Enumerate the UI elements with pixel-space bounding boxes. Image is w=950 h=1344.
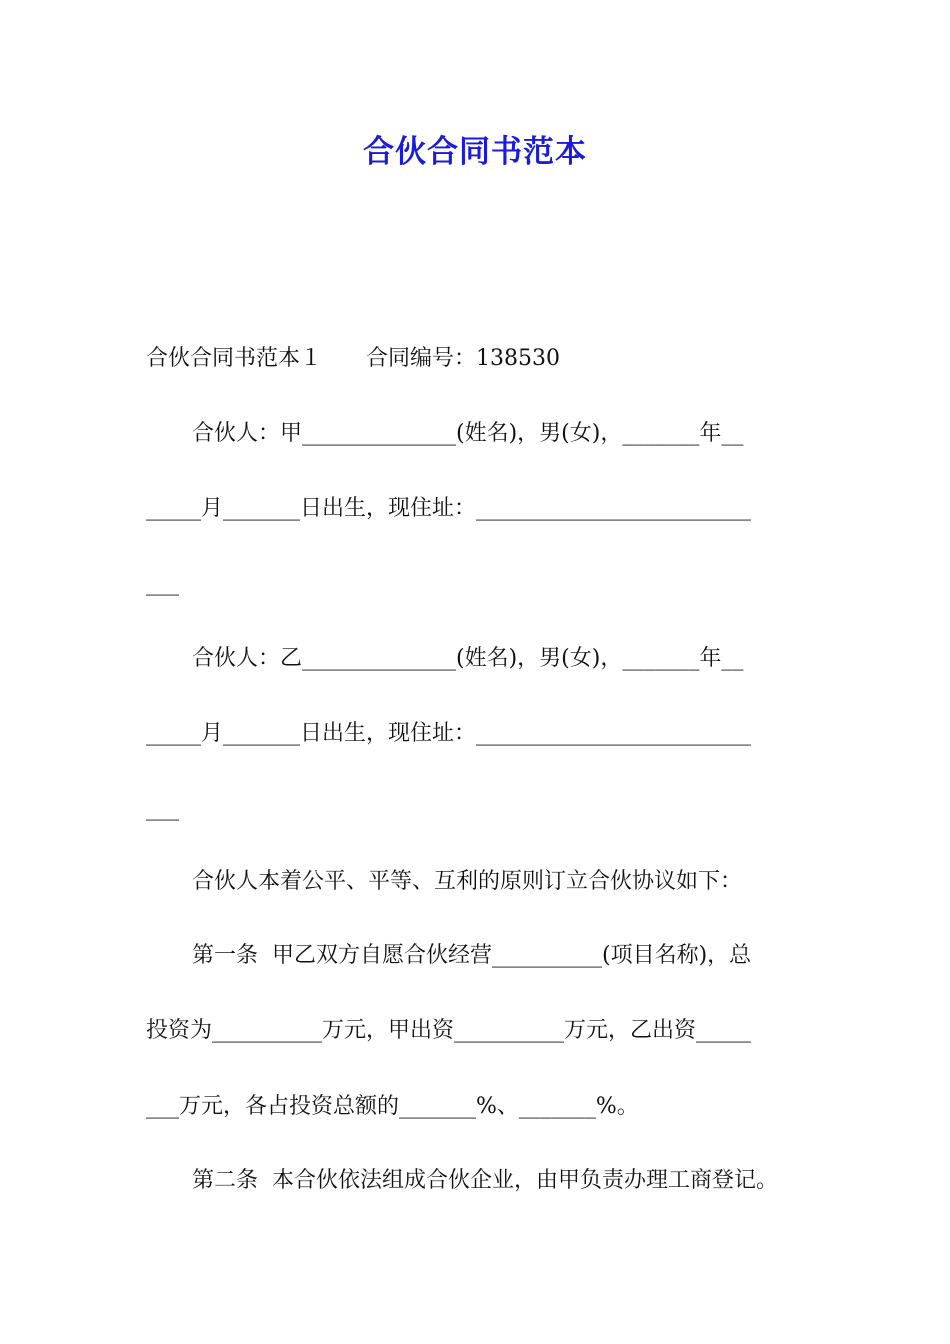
document-title: 合伙合同书范本 [363, 134, 587, 170]
article-one-line-3: ___万元，各占投资总额的_______%、_______%。 [146, 1094, 639, 1119]
partner-b-address-continuation: ___ [146, 796, 179, 821]
partner-a-address-continuation: ___ [146, 571, 179, 596]
partner-b-birth-address-line: _____月_______日出生，现住址：_________________________ [146, 721, 752, 746]
article-two-line: 第二条 本合伙依法组成合伙企业，由甲负责办理工商登记。 [192, 1168, 778, 1193]
agreement-preamble: 合伙人本着公平、平等、互利的原则订立合伙协议如下： [192, 869, 743, 894]
partner-a-birth-address-line: _____月_______日出生，现住址：_________________________ [146, 496, 752, 521]
article-one-line-2: 投资为__________万元，甲出资__________万元，乙出资_____ [146, 1018, 752, 1043]
partner-b-line: 合伙人：乙______________(姓名)，男(女)，_______年__ [192, 646, 744, 671]
article-one-line-1: 第一条 甲乙双方自愿合伙经营__________(项目名称)，总 [192, 943, 752, 968]
partner-a-line: 合伙人：甲______________(姓名)，男(女)，_______年__ [192, 421, 744, 446]
contract-heading-line: 合伙合同书范本１ 合同编号：138530 [146, 346, 560, 371]
